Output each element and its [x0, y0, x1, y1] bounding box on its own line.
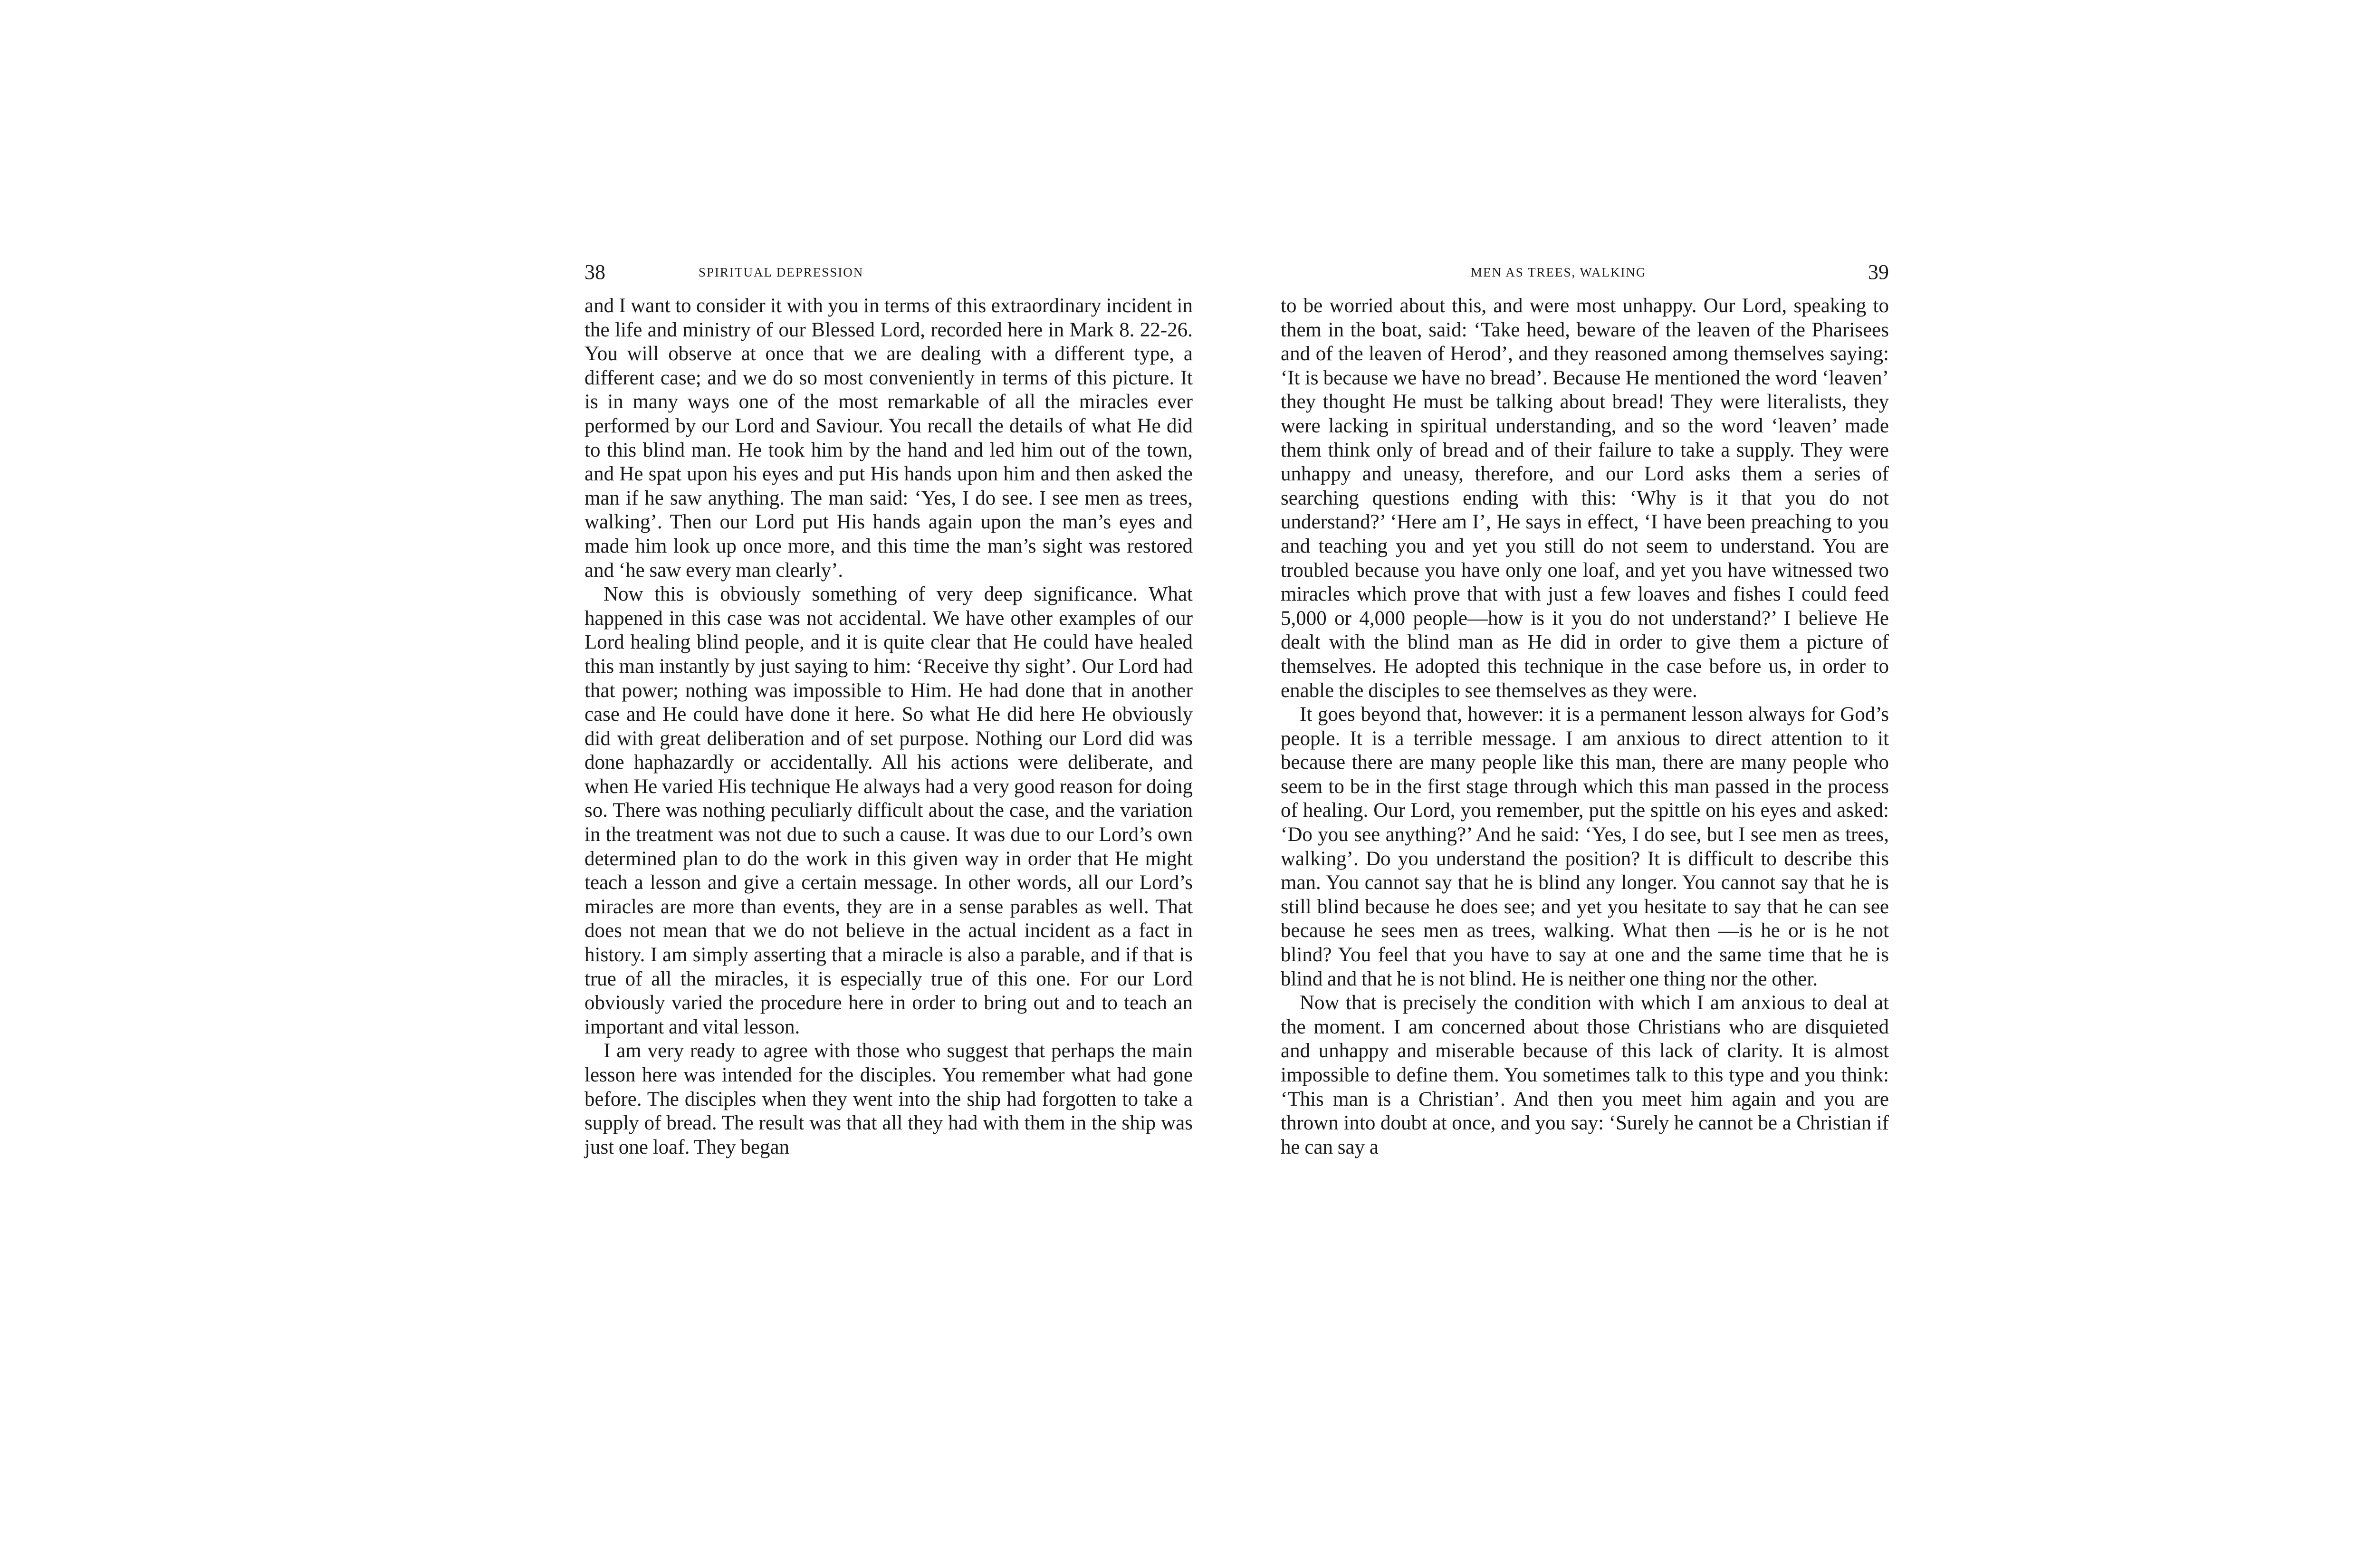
- running-head: [584, 259, 1193, 287]
- body-text: [1281, 294, 1889, 1159]
- left-page: [584, 259, 1193, 1159]
- paragraph: It goes beyond that, however: it is a permanent lesson always for God’s people. It is a terrible message. I am anxious to direct attention to it because there are many people like this man, there are many people who seem to be in the first stage through which this man passed in the process of healing. Our Lord, you remember, put the spittle on his eyes and asked: ‘Do you see anything?’ And he said: ‘Yes, I do see, but I see men as trees, walking’. Do you understand the position? It is difficult to describe this man. You cannot say that he is blind any longer. You cannot say that he is still blind because he does see; and yet you hesitate to say that he can see because he sees men as trees, walking. What then —is he or is he not blind? You feel that you have to say at one and the same time that he is blind and that he is not blind. He is neither one thing nor the other.: [1281, 703, 1889, 990]
- running-title: SPIRITUAL DEPRESSION: [699, 265, 864, 279]
- page-number: 39: [1868, 260, 1889, 284]
- page-number: 38: [584, 260, 605, 284]
- running-head: [1281, 259, 1889, 287]
- paragraph: Now that is precisely the condition with which I am anxious to deal at the moment. I am concerned about those Christians who are disquieted and unhappy and miserable because of this lack of clarity. It is almost impossible to define them. You sometimes talk to this type and you think: ‘This man is a Christian’. And then you meet him again and you are thrown into doubt at once, and you say: ‘Surely he cannot be a Christian if he can say a: [1281, 992, 1889, 1158]
- paragraph: and I want to consider it with you in terms of this extraordinary incident in the life and ministry of our Blessed Lord, recorded here in Mark 8. 22-26. You will observe at once that we are dealing with a different type, a different case; and we do so most conveniently in terms of this picture. It is in many ways one of the most remarkable of all the miracles ever performed by our Lord and Saviour. You recall the details of what He did to this blind man. He took him by the hand and led him out of the town, and He spat upon his eyes and put His hands upon him and then asked the man if he saw anything. The man said: ‘Yes, I do see. I see men as trees, walking’. Then our Lord put His hands again upon the man’s eyes and made him look up once more, and this time the man’s sight was restored and ‘he saw every man clearly’.: [584, 295, 1193, 582]
- paragraph: to be worried about this, and were most unhappy. Our Lord, speaking to them in the boat, said: ‘Take heed, beware of the leaven of the Pharisees and of the leaven of Herod’, and they reasoned among themselves saying: ‘It is because we have no bread’. Because He mentioned the word ‘leaven’ they thought He must be talking about bread! They were literalists, they were lacking in spiritual understanding, and so the word ‘leaven’ made them think only of bread and of their failure to take a supply. They were unhappy and uneasy, therefore, and our Lord asks them a series of searching questions ending with this: ‘Why is it that you do not understand?’ ‘Here am I’, He says in effect, ‘I have been preaching to you and teaching you and yet you still do not seem to understand. You are troubled because you have only one loaf, and yet you have witnessed two miracles which prove that with just a few loaves and fishes I could feed 5,000 or 4,000 people—how is it you do not understand?’ I believe He dealt with the blind man as He did in order to give them a picture of themselves. He adopted this technique in the case before us, in order to enable the disciples to see themselves as they were.: [1281, 295, 1889, 702]
- right-page: [1281, 259, 1889, 1159]
- paragraph: I am very ready to agree with those who suggest that perhaps the main lesson here was intended for the disciples. You remember what had gone before. The disciples when they went into the ship had forgotten to take a supply of bread. The result was that all they had with them in the ship was just one loaf. They began: [584, 1040, 1193, 1158]
- running-title: MEN AS TREES, WALKING: [1471, 265, 1647, 279]
- body-text: [584, 294, 1193, 1159]
- paragraph: Now this is obviously something of very deep significance. What happened in this case was not accidental. We have other examples of our Lord healing blind people, and it is quite clear that He could have healed this man instantly by just saying to him: ‘Receive thy sight’. Our Lord had that power; nothing was impossible to Him. He had done that in another case and He could have done it here. So what He did here He obviously did with great deliberation and of set purpose. Nothing our Lord did was done haphazardly or accidentally. All his actions were deliberate, and when He varied His technique He always had a very good reason for doing so. There was nothing peculiarly difficult about the case, and the variation in the treatment was not due to such a cause. It was due to our Lord’s own determined plan to do the work in this given way in order that He might teach a lesson and give a certain message. In other words, all our Lord’s miracles are more than events, they are in a sense parables as well. That does not mean that we do not believe in the actual incident as a fact in history. I am simply asserting that a miracle is also a parable, and if that is true of all the miracles, it is especially true of this one. For our Lord obviously varied the procedure here in order to bring out and to teach an important and vital lesson.: [584, 583, 1193, 1038]
